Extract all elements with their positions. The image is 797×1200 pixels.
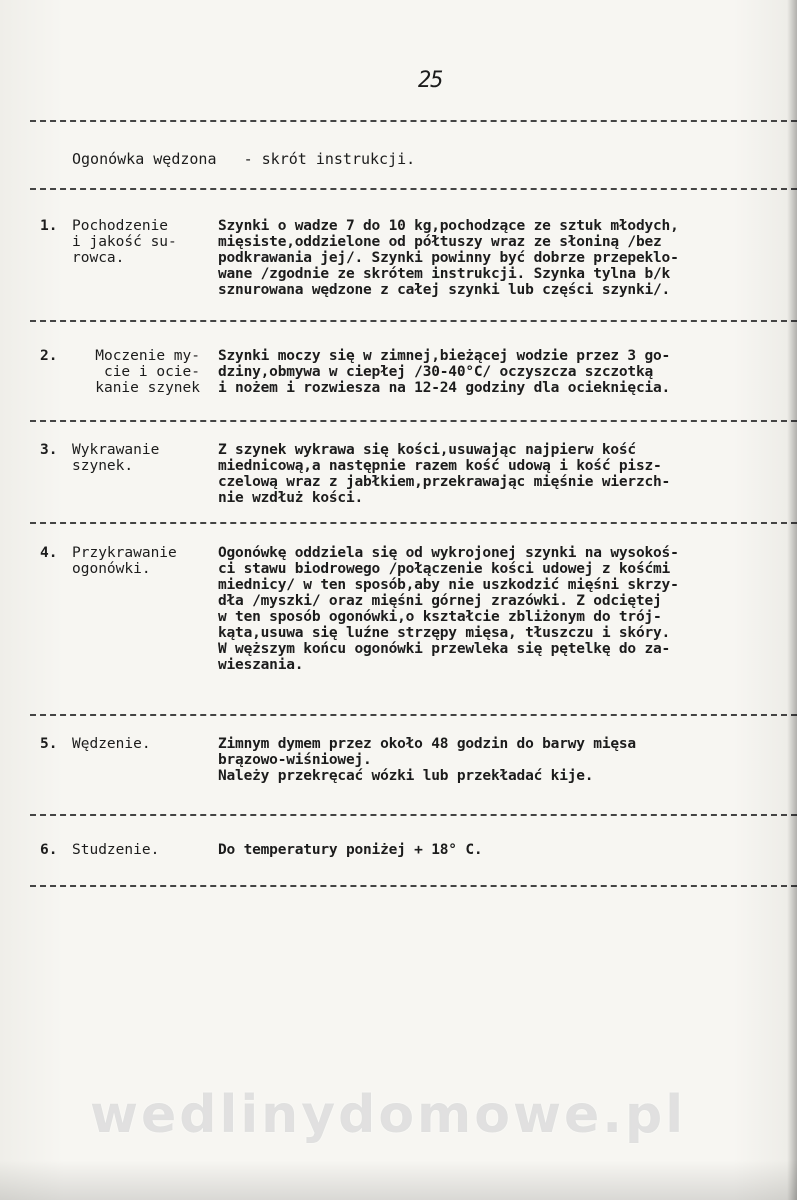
section-number: 6. [40, 842, 58, 858]
section-body: Szynki moczy się w zimnej,bieżącej wodzie przez 3 go- dziny,obmywa w ciepłej /30-40°C/ oczyszcza szczotką i nożem i rozwiesza na 12-24 godziny dla ocieknięcia. [218, 348, 671, 396]
section-number: 4. [40, 545, 58, 561]
divider [30, 885, 797, 887]
divider [30, 714, 797, 716]
divider [30, 814, 797, 816]
section-body: Z szynek wykrawa się kości,usuwając najpierw kość miednicową,a następnie razem kość udową i kość pisz- czelową wraz z jabłkiem,przekrawając mięśnie wierzch- nie wzdłuż kości. [218, 442, 671, 506]
watermark: wedlinydomowe.pl [90, 1085, 687, 1145]
section-body: Zimnym dymem przez około 48 godzin do barwy mięsa brązowo-wiśniowej. Należy przekręcać wózki lub przekładać kije. [218, 736, 636, 784]
section-number: 1. [40, 218, 58, 234]
section-title: Studzenie. [72, 842, 160, 858]
divider [30, 522, 797, 524]
section-title: Wykrawanie szynek. [72, 442, 160, 474]
page-number: 25 [418, 68, 443, 93]
page-bottom-shadow [0, 1160, 797, 1200]
section-body: Do temperatury poniżej + 18° C. [218, 842, 483, 858]
section-title: Przykrawanie ogonówki. [72, 545, 177, 577]
document-heading: Ogonówka wędzona - skrót instrukcji. [72, 150, 416, 168]
section-number: 3. [40, 442, 58, 458]
section-number: 5. [40, 736, 58, 752]
section-body: Ogonówkę oddziela się od wykrojonej szynki na wysokoś- ci stawu biodrowego /połączenie kości udowej z kośćmi miednicy/ w ten sposób,aby nie uszkodzić mięśni skrzy- dła /myszki/ oraz mięśni górnej zrazówki. Z odciętej w ten sposób ogonówki,o kształcie zbliżonym do trój- kąta,usuwa się luźne strzępy mięsa, tłuszczu i skóry. W węższym końcu ogonówki przewleka się pętelkę do za- wieszania. [218, 545, 679, 673]
section-title: Wędzenie. [72, 736, 151, 752]
section-title: Moczenie my- cie i ocie- kanie szynek [95, 348, 200, 396]
page-edge-shadow [787, 0, 797, 1200]
divider [30, 188, 797, 190]
section-number: 2. [40, 348, 58, 364]
divider [30, 420, 797, 422]
divider [30, 120, 797, 122]
section-body: Szynki o wadze 7 do 10 kg,pochodzące ze sztuk młodych, mięsiste,oddzielone od półtuszy wraz ze słoniną /bez podkrawania jej/. Szynki powinny być dobrze przepeklo- wane /zgodnie ze skrótem instrukcji. Szynka tylna b/k sznurowana wędzone z całej szynki lub części szynki/. [218, 218, 679, 298]
divider [30, 320, 797, 322]
section-title: Pochodzenie i jakość su- rowca. [72, 218, 177, 266]
